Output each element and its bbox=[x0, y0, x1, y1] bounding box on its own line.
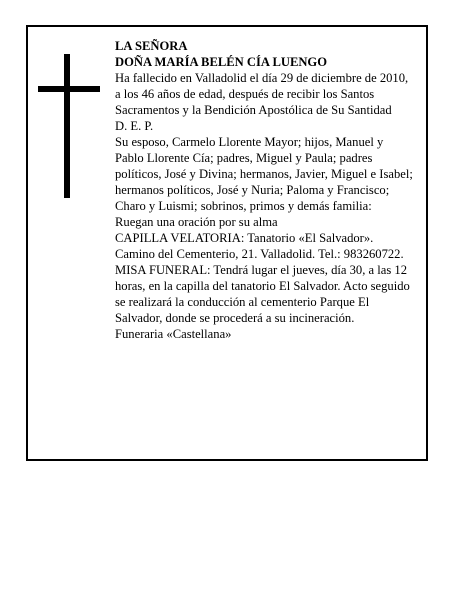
mass-info: MISA FUNERAL: Tendrá lugar el jueves, día 30, a las 12 horas, en la capilla del tanatorio El Salvador. Acto seguido se realizará la conducción al cementerio Parque El Salvador, donde se procederá a su incineración. bbox=[115, 263, 410, 325]
funeral-home: Funeraria «Castellana» bbox=[115, 327, 232, 341]
latin-cross-icon bbox=[38, 54, 100, 198]
prayer-request: Ruegan una oración por su alma bbox=[115, 215, 278, 229]
death-statement: Ha fallecido en Valladolid el día 29 de diciembre de 2010, a los 46 años de edad, después de recibir los Santos Sacramentos y la Bendición Apostólica de Su Santidad bbox=[115, 71, 409, 117]
chapel-info: CAPILLA VELATORIA: Tanatorio «El Salvador». Camino del Cementerio, 21. Valladolid. Tel.: 983260722. bbox=[115, 231, 404, 261]
family-list: Su esposo, Carmelo Llorente Mayor; hijos, Manuel y Pablo Llorente Cía; padres, Miguel y Paula; padres políticos, José y Divina; hermanos, Javier, Miguel e Isabel; hermanos políticos, José y Nuria; Paloma y Francisco; Charo y Luismi; sobrinos, primos y demás familia: bbox=[115, 135, 413, 213]
dep-line: D. E. P. bbox=[115, 119, 154, 133]
notice-heading: LA SEÑORA bbox=[115, 39, 188, 53]
cross-vertical-bar bbox=[64, 54, 70, 198]
cross-horizontal-bar bbox=[38, 86, 100, 92]
deceased-name: DOÑA MARÍA BELÉN CÍA LUENGO bbox=[115, 55, 328, 69]
obituary-text bbox=[115, 38, 413, 342]
